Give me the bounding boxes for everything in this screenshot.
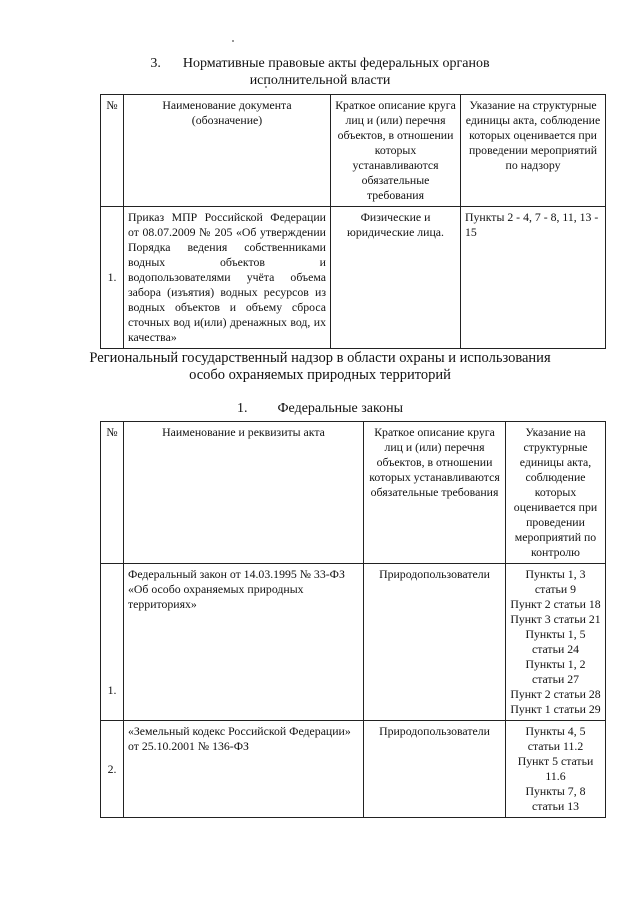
table-row: [101, 564, 606, 721]
col-header-units: Указание на структурные единицы акта, соблюдение которых оценивается при проведении мероприятий по контролю: [506, 422, 606, 564]
col-header-num: №: [101, 422, 124, 564]
col-header-name: Наименование и реквизиты акта: [124, 422, 364, 564]
regional-heading: [0, 350, 640, 384]
unit-line: Пункты 7, 8 статьи 13: [525, 784, 586, 813]
row-number: 1.: [101, 207, 124, 349]
table-row: [101, 721, 606, 818]
section-title-line1: Нормативные правовые акты федеральных органов: [182, 56, 490, 71]
section-heading-federal-laws: [0, 400, 640, 417]
row-description: Физические и юридические лица.: [331, 207, 461, 349]
col-header-units: Указание на структурные единицы акта, соблюдение которых оценивается при проведении мероприятий по надзору: [461, 95, 606, 207]
row-units: [506, 721, 606, 818]
federal-laws-table: [100, 421, 606, 818]
federal-acts-table: [100, 94, 606, 349]
unit-line: Пункт 1 статьи 29: [510, 702, 601, 716]
table-header-row: [101, 422, 606, 564]
row-number: 1.: [101, 564, 124, 721]
col-header-num: №: [101, 95, 124, 207]
unit-line: Пункты 1, 3 статьи 9: [525, 567, 586, 596]
row-act-name: Федеральный закон от 14.03.1995 № 33-ФЗ «Об особо охраняемых природных территориях»: [124, 564, 364, 721]
row-units: Пункты 2 - 4, 7 - 8, 11, 13 - 15: [461, 207, 606, 349]
unit-line: Пункт 5 статьи 11.6: [517, 754, 594, 783]
section-number: 3.: [150, 56, 161, 71]
regional-heading-line2: особо охраняемых природных территорий: [189, 367, 451, 383]
unit-line: Пункт 2 статьи 18: [510, 597, 601, 611]
section-title-line2: исполнительной власти: [249, 73, 391, 88]
unit-line: Пункт 3 статьи 21: [510, 612, 601, 626]
row-description: Природопользователи: [364, 721, 506, 818]
scan-speck: [232, 40, 234, 42]
section-heading-federal-acts: [0, 55, 640, 89]
regional-heading-line1: Региональный государственный надзор в области охраны и использования: [89, 350, 551, 366]
col-header-name: Наименование документа (обозначение): [124, 95, 331, 207]
row-document-name: Приказ МПР Российской Федерации от 08.07.2009 № 205 «Об утверждении Порядка ведения собственниками водных объектов и водопользователями учёта объема забора (изъятия) водных ресурсов из водных объектов и объему сброса сточных вод и(или) дренажных вод, их качества»: [124, 207, 331, 349]
row-act-name: «Земельный кодекс Российской Федерации» от 25.10.2001 № 136-ФЗ: [124, 721, 364, 818]
unit-line: Пункт 2 статьи 28: [510, 687, 601, 701]
unit-line: Пункты 1, 5 статьи 24: [525, 627, 586, 656]
table-row: [101, 207, 606, 349]
unit-line: Пункты 4, 5 статьи 11.2: [525, 724, 586, 753]
section-title: Федеральные законы: [277, 401, 403, 416]
row-units: [506, 564, 606, 721]
section-number: 1.: [237, 401, 248, 416]
table-header-row: [101, 95, 606, 207]
col-header-desc: Краткое описание круга лиц и (или) перечня объектов, в отношении которых устанавливаются обязательные требования: [331, 95, 461, 207]
row-number: 2.: [101, 721, 124, 818]
col-header-desc: Краткое описание круга лиц и (или) перечня объектов, в отношении которых устанавливаются обязательные требования: [364, 422, 506, 564]
row-description: Природопользователи: [364, 564, 506, 721]
unit-line: Пункты 1, 2 статьи 27: [525, 657, 586, 686]
